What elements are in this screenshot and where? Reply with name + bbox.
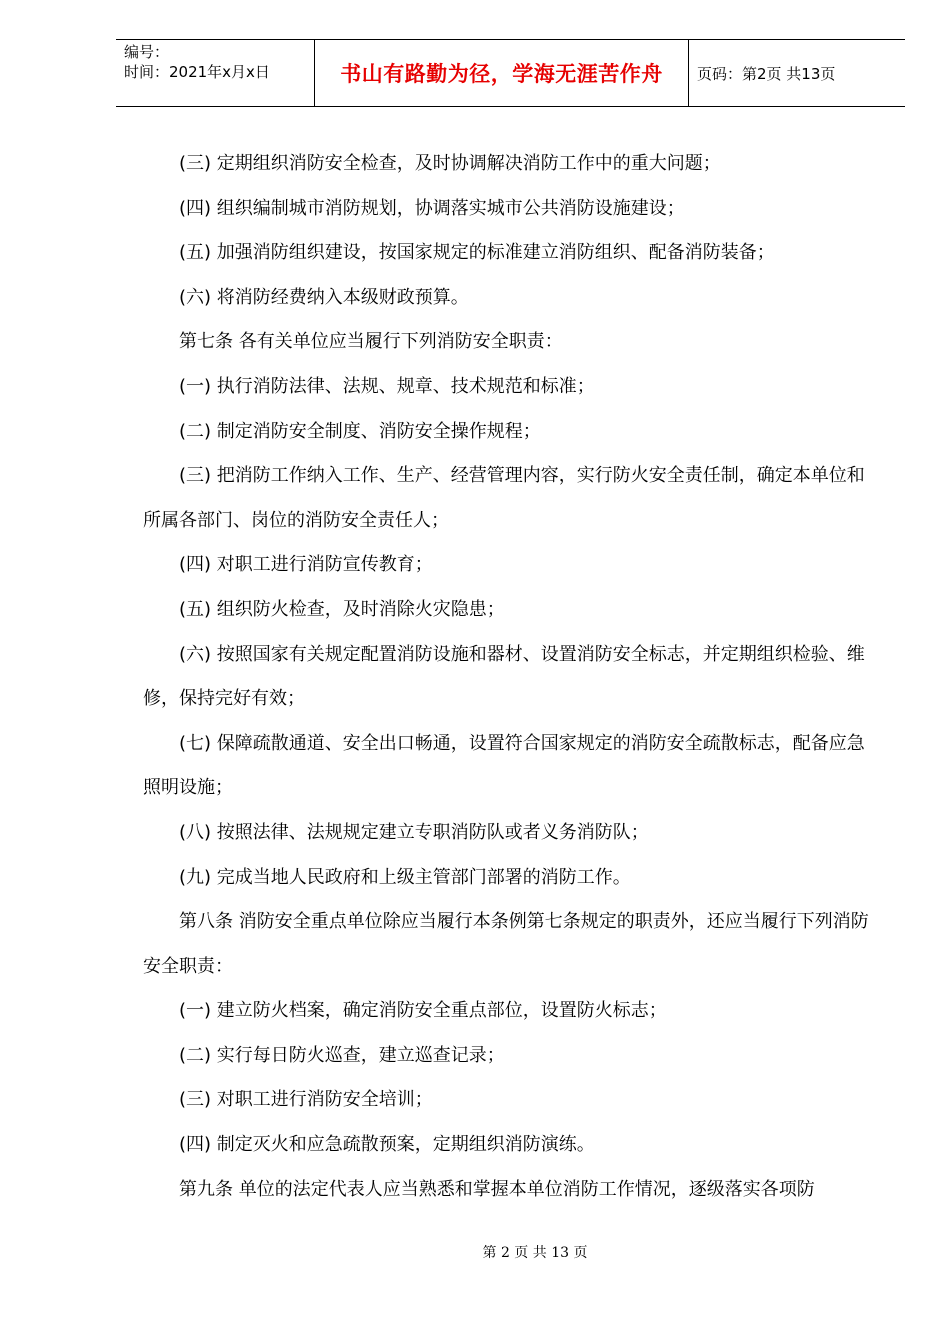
article-heading: 第七条 各有关单位应当履行下列消防安全职责： [179, 331, 563, 353]
document-time-label: 时间：2021年x月x日 [124, 63, 270, 81]
page-footer: 第 2 页 共 13 页 [482, 1245, 588, 1261]
paragraph: (二) 制定消防安全制度、消防安全操作规程； [179, 420, 541, 442]
paragraph: (二) 实行每日防火巡查，建立巡查记录； [179, 1044, 505, 1066]
paragraph: (五) 组织防火检查，及时消除火灾隐患； [179, 598, 505, 620]
document-body [143, 142, 878, 1212]
header-motto: 书山有路勤为径，学海无涯苦作舟 [315, 40, 689, 106]
paragraph: (七) 保障疏散通道、安全出口畅通，设置符合国家规定的消防安全疏散标志，配备应急照明设施； [143, 732, 865, 799]
paragraph: (三) 把消防工作纳入工作、生产、经营管理内容，实行防火安全责任制，确定本单位和所属各部门、岗位的消防安全责任人； [143, 465, 865, 531]
paragraph: (四) 制定灭火和应急疏散预案，定期组织消防演练。 [179, 1134, 595, 1156]
paragraph: (五) 加强消防组织建设，按国家规定的标准建立消防组织、配备消防装备； [179, 242, 775, 264]
paragraph: (三) 定期组织消防安全检查，及时协调解决消防工作中的重大问题； [179, 153, 721, 174]
paragraph: (四) 对职工进行消防宣传教育； [179, 554, 433, 576]
paragraph: (八) 按照法律、法规规定建立专职消防队或者义务消防队； [179, 821, 649, 843]
header-page-number: 页码：第2页 共13页 [697, 64, 836, 83]
article-heading: 第八条 消防安全重点单位除应当履行本条例第七条规定的职责外，还应当履行下列消防安全职责： [143, 911, 869, 977]
header-meta [116, 40, 315, 106]
paragraph: (九) 完成当地人民政府和上级主管部门部署的消防工作。 [179, 866, 631, 888]
document-number-label: 编号： [124, 43, 170, 61]
paragraph: (六) 将消防经费纳入本级财政预算。 [179, 286, 469, 308]
article-heading: 第九条 单位的法定代表人应当熟悉和掌握本单位消防工作情况，逐级落实各项防 [179, 1178, 815, 1200]
page-header [116, 39, 905, 107]
paragraph: (六) 按照国家有关规定配置消防设施和器材、设置消防安全标志，并定期组织检验、维修，保持完好有效； [143, 643, 865, 710]
paragraph: (一) 执行消防法律、法规、规章、技术规范和标准； [179, 375, 595, 397]
paragraph: (一) 建立防火档案，确定消防安全重点部位，设置防火标志； [179, 1000, 667, 1022]
paragraph: (四) 组织编制城市消防规划，协调落实城市公共消防设施建设； [179, 197, 685, 219]
paragraph: (三) 对职工进行消防安全培训； [179, 1089, 433, 1111]
